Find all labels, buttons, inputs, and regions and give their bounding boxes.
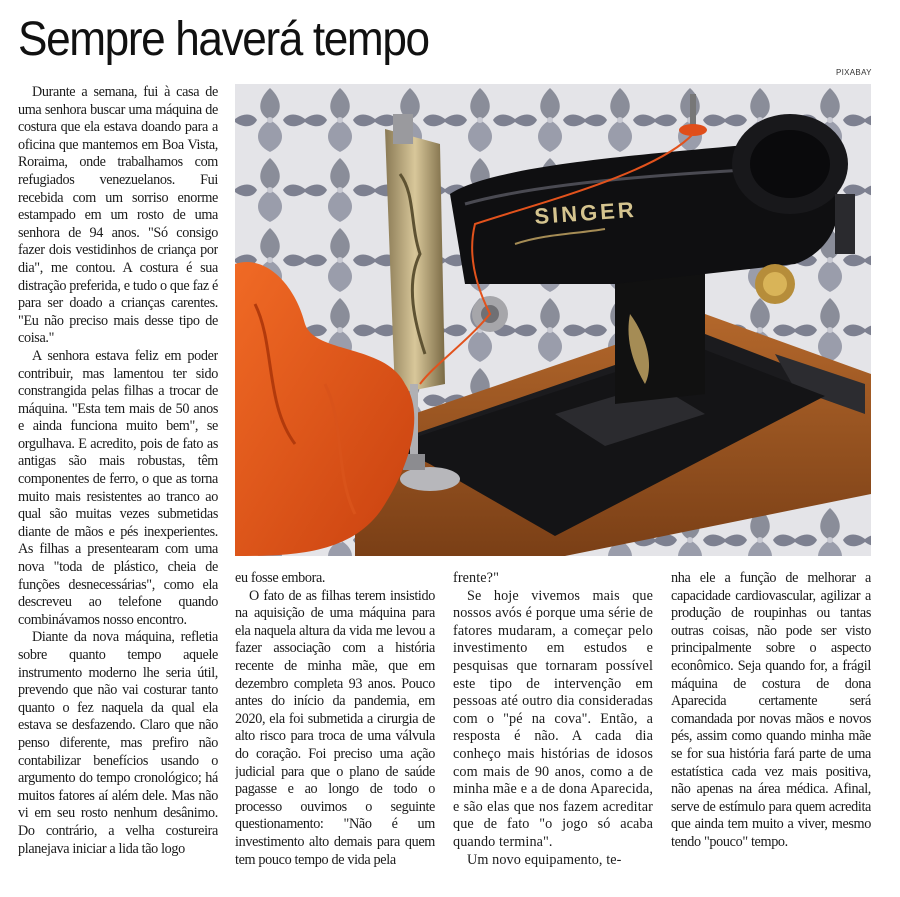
singer-logo: SINGER: [533, 196, 638, 229]
text-column-3: [453, 570, 653, 895]
paragraph: Durante a semana, fui à casa de uma senhora buscar uma máquina de costura que ela estava doando para a oficina que mantemos em Boa Vista, Roraima, onde trabalhamos com refugiados venezuelanos. Fui recebida com um sorriso enorme estampado em um rosto de uma senhora de 94 anos. "Só consigo fazer dois vestidinhos de criança por dia", me contou. A costura é sua distração preferida, e tudo o que faz é para ser doado a crianças carentes. "Eu não preciso mais desse tipo de coisa.": [18, 84, 218, 347]
text-column-2: [235, 570, 435, 895]
paragraph: Um novo equipamento, te-: [467, 851, 622, 868]
photo-credit: PIXABAY: [836, 68, 872, 77]
headline: Sempre haverá tempo: [18, 13, 429, 66]
text-column-4: [671, 570, 871, 895]
paragraph: Se hoje vivemos mais que nossos avós é porque uma série de fatores mudaram, a começar pelo investimento em estudos e pesquisas que tornaram possível este tipo de intervenção em pessoas até outro dia consideradas com o "pé na cova". Então, a resposta é não. A cada dia conheço mais histórias de idosos com mais de 90 anos, como a de minha mãe e a de dona Aparecida, e são elas que nos fazem acreditar que de fato "o jogo só acaba quando termina".: [453, 587, 653, 850]
paragraph: Diante da nova máquina, refletia sobre quanto tempo aquele instrumento moderno lhe seria útil, prevendo que não vai costurar tanto quanto o fez naquela da qual ela estava se desfazendo. Claro que não penso diferente, mas prefiro não contabilizar benefícios usando o argumento do tempo cronológico; há muitos fatores aí além dele. Mas não vi em seu rosto nenhum desânimo. Do contrário, a velha costureira planejava iniciar a lida tão logo: [18, 629, 218, 857]
paragraph: eu fosse embora.: [235, 570, 326, 586]
sewing-machine-photo: [235, 84, 871, 556]
paragraph: nha ele a função de melhorar a capacidade cardiovascular, agilizar a produção de roupinhas ou tantas outras coisas, não pode ser visto principalmente sobre o aspecto econômico. Seja quando for, a frágil máquina de costura de dona Aparecida certamente será comandada por novas mãos e novos pés, assim como quando minha mãe se for sua história fará parte de uma estatística cada vez mais positiva, não apenas na área médica. Afinal, serve de estímulo para quem acredita que ainda tem muito a viver, mesmo tendo "pouco" tempo.: [671, 570, 871, 850]
text-column-1: [18, 84, 218, 894]
paragraph: frente?": [453, 570, 499, 586]
paragraph: A senhora estava feliz em poder contribuir, mas lamentou ter sido constrangida pelas filhas a trocar de máquina. "Esta tem mais de 50 anos e ainda funciona muito bem", se orgulhava. E acredito, pois de fato as antigas são mais robustas, têm componentes de ferro, o que as torna muito mais resistentes ao tranco ao qual são muitas vezes submetidas diante de mãos e pés inexperientes. As filhas a presentearam com uma nova "toda de plástico, cheia de funções desnecessárias", como ela descreveu ao telefone quando combinávamos nosso encontro.: [18, 347, 218, 628]
paragraph: O fato de as filhas terem insistido na aquisição de uma máquina para ela naquela altura da vida me levou a fazer associação com a história recente de minha mãe, que em dezembro completa 93 anos. Pouco antes do início da pandemia, em 2020, ela foi submetida a cirurgia de alto risco para troca de uma válvula do coração. Foi preciso uma ação judicial para que o plano de saúde pagasse e ao longo de todo o processo ouvimos o seguinte questionamento: "Não é um investimento alto demais para quem tem pouco tempo de vida pela: [235, 587, 435, 868]
